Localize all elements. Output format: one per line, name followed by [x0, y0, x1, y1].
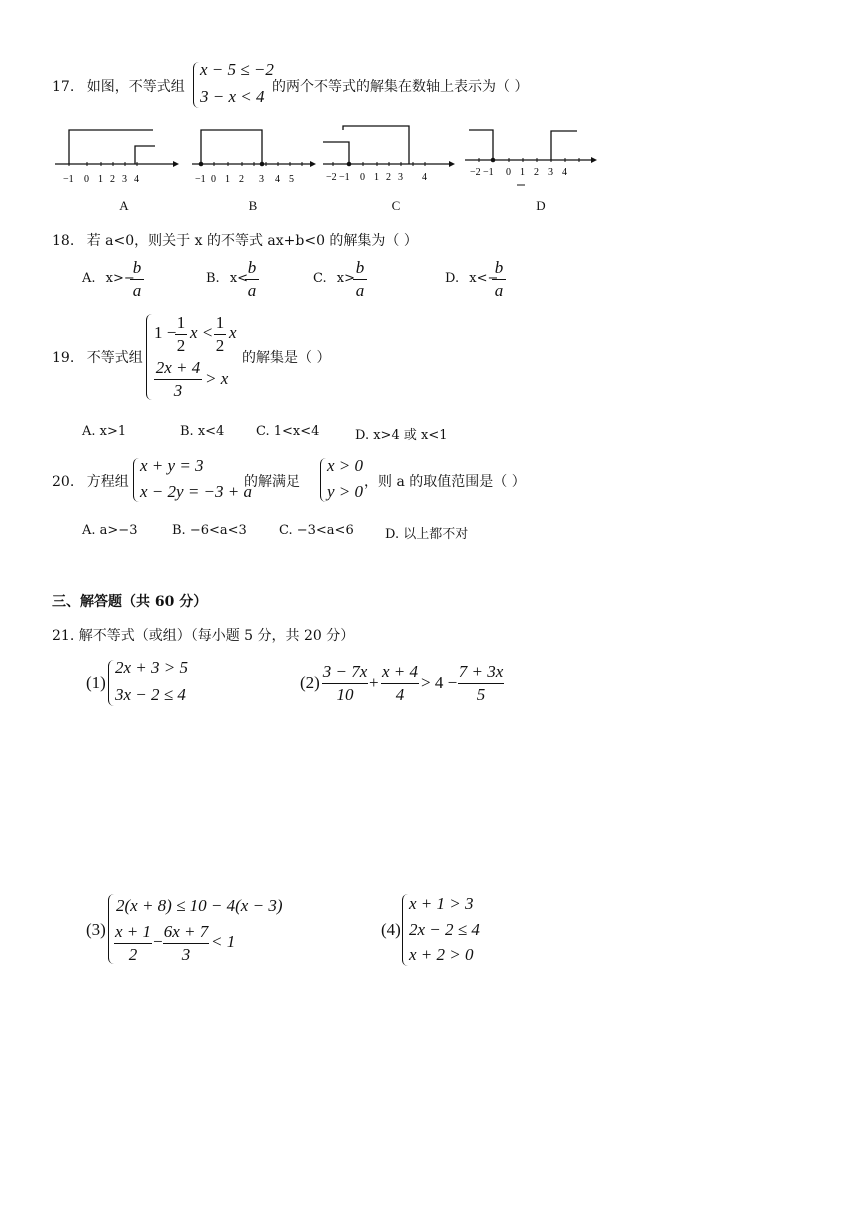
q17-brace: [193, 62, 200, 108]
tick-label: 4: [134, 174, 139, 185]
fraction-bar: [175, 334, 187, 335]
fraction-bar: [458, 683, 504, 684]
tick-label: 2: [239, 174, 244, 185]
graph-c: [323, 126, 455, 183]
option-label: B.: [206, 271, 220, 286]
solution-bracket: [201, 130, 262, 164]
option-relation: x<: [229, 271, 249, 286]
q18-option-a[interactable]: [82, 271, 135, 286]
arrowhead: [173, 161, 179, 167]
fraction-bar: [130, 279, 144, 280]
tick-label: 0: [506, 167, 511, 178]
tick-label: 1: [98, 174, 103, 185]
tick-label: 3: [398, 172, 403, 183]
q17-line1: x − 5 ≤ −2: [200, 60, 274, 79]
q19-brace: [146, 314, 154, 400]
p4-line1: x + 1 > 3: [409, 894, 474, 913]
q18-d-fraction: [492, 258, 506, 301]
arrowhead: [310, 161, 316, 167]
q19-option-b[interactable]: B. x<4: [180, 424, 225, 439]
p2-label: (2): [300, 673, 320, 692]
q20-cond1: x > 0: [327, 456, 364, 475]
q19-half-1: [175, 313, 187, 356]
p2-fraction-3: [458, 662, 504, 705]
q19-line1-b: x <: [190, 323, 214, 342]
q19-option-a[interactable]: A. x>1: [82, 424, 127, 439]
fraction-bar: [114, 943, 152, 944]
q18-option-b[interactable]: [206, 271, 248, 286]
fraction-bar: [353, 279, 367, 280]
q20-line2: x − 2y = −3 + a: [140, 482, 252, 501]
p1-line1: 2x + 3 > 5: [115, 658, 188, 677]
q18-option-d[interactable]: [445, 271, 498, 286]
q18-a-fraction: [130, 258, 144, 301]
q20-brace: [133, 458, 140, 502]
option-label: C.: [313, 271, 327, 286]
denominator: 5: [476, 685, 486, 704]
p1-brace: [108, 660, 115, 706]
caption-d: D: [536, 198, 546, 213]
q17-number-lines: [55, 122, 615, 192]
tick-label: 1: [520, 167, 525, 178]
numerator: b: [132, 258, 142, 277]
q18-text: 若 a<0，则关于 x 的不等式 ax+b<0 的解集为（ ）: [86, 233, 418, 249]
q20-option-a[interactable]: A. a>−3: [82, 523, 138, 538]
section-title: 三、解答题（共 60 分）: [52, 594, 208, 610]
q20-cond-brace: [320, 458, 327, 502]
p2-plus: +: [369, 673, 379, 692]
p1-label: (1): [86, 673, 106, 692]
p4-brace: [402, 894, 409, 966]
denominator: a: [494, 281, 504, 300]
p4-line2: 2x − 2 ≤ 4: [409, 920, 480, 939]
tick-label: 3: [259, 174, 264, 185]
caption-a: A: [119, 198, 129, 213]
numerator: x + 4: [381, 662, 419, 681]
graph-a: [55, 130, 179, 185]
solution-bracket: [135, 146, 155, 164]
q19-option-c[interactable]: C. 1<x<4: [256, 424, 320, 439]
numerator: 1: [176, 313, 186, 332]
q18-number: 18.: [52, 233, 75, 249]
numerator: 2x + 4: [155, 358, 201, 377]
p3-fraction-1: [114, 922, 152, 965]
denominator: 2: [215, 336, 225, 355]
numerator: 1: [215, 313, 225, 332]
graph-d: [465, 130, 597, 185]
q19-half-2: [214, 313, 226, 356]
numerator: x + 1: [114, 922, 152, 941]
q18-stem: [52, 230, 418, 250]
q17-post: 的两个不等式的解集在数轴上表示为（ ）: [272, 79, 529, 95]
graph-b: [192, 130, 316, 185]
tick-label: −1: [195, 174, 206, 185]
solution-bracket: [551, 131, 577, 160]
tick-label: −1: [483, 167, 494, 178]
numerator: b: [355, 258, 365, 277]
p3-lt: < 1: [211, 932, 236, 951]
fraction-bar: [163, 943, 209, 944]
q19-pre: 不等式组: [86, 350, 143, 366]
solid-endpoint: [260, 162, 265, 167]
tick-label: 4: [275, 174, 280, 185]
numerator: b: [247, 258, 257, 277]
q19-line1-a: 1 −: [154, 323, 177, 342]
option-label: D.: [445, 271, 460, 286]
denominator: 4: [395, 685, 405, 704]
solution-bracket: [469, 130, 493, 160]
numerator: 7 + 3x: [458, 662, 504, 681]
fraction-bar: [381, 683, 419, 684]
tick-label: 1: [374, 172, 379, 183]
q19-line1-c: x: [229, 323, 237, 342]
q21-stem: 21. 解不等式（或组）（每小题 5 分，共 20 分）: [52, 628, 355, 644]
q19-option-d[interactable]: D. x>4 或 x<1: [355, 428, 448, 443]
tick-label: 0: [211, 174, 216, 185]
q20-option-d[interactable]: D. 以上都不对: [385, 527, 469, 542]
option-relation: x<−: [469, 271, 499, 286]
tick-label: 0: [84, 174, 89, 185]
tick-label: 2: [534, 167, 539, 178]
tick-label: 0: [360, 172, 365, 183]
solution-bracket: [69, 130, 153, 164]
p3-fraction-2: [163, 922, 209, 965]
q17-pre: 如图，不等式组: [86, 79, 185, 95]
tick-label: −1: [339, 172, 350, 183]
q20-number: 20.: [52, 474, 75, 490]
q19-stem: [52, 347, 143, 367]
p4-line3: x + 2 > 0: [409, 945, 474, 964]
denominator: 3: [173, 381, 183, 400]
q20-line1: x + y = 3: [140, 456, 204, 475]
q19-post: 的解集是（ ）: [242, 350, 331, 366]
q18-b-fraction: [245, 258, 259, 301]
p2-gt: > 4 −: [421, 673, 458, 692]
q19-line2-b: > x: [205, 369, 229, 388]
denominator: 10: [336, 685, 354, 704]
tick-label: −2: [326, 172, 337, 183]
numerator: 6x + 7: [163, 922, 209, 941]
denominator: a: [355, 281, 365, 300]
numerator: 3 − 7x: [322, 662, 368, 681]
solid-endpoint: [347, 162, 352, 167]
p3-minus: −: [153, 932, 163, 951]
q19-number: 19.: [52, 350, 75, 366]
solid-endpoint: [491, 158, 496, 163]
q18-c-fraction: [353, 258, 367, 301]
denominator: 3: [181, 945, 191, 964]
p2-fraction-2: [381, 662, 419, 705]
denominator: 2: [176, 336, 186, 355]
p2-fraction-1: [322, 662, 368, 705]
fraction-bar: [492, 279, 506, 280]
q20-stem: [52, 471, 129, 491]
tick-label: −2: [470, 167, 481, 178]
arrowhead: [449, 161, 455, 167]
q17-stem: [52, 76, 185, 96]
q17-number: 17.: [52, 79, 75, 95]
tick-label: 4: [422, 172, 427, 183]
q17-line2: 3 − x < 4: [200, 87, 265, 106]
solid-endpoint: [199, 162, 204, 167]
option-label: A.: [82, 271, 96, 286]
fraction-bar: [214, 334, 226, 335]
caption-c: C: [391, 198, 401, 213]
option-relation: x>: [336, 271, 355, 286]
tick-label: 4: [562, 167, 567, 178]
q20-pre: 方程组: [86, 474, 129, 490]
tick-label: 1: [225, 174, 230, 185]
q20-mid: 的解满足: [244, 474, 300, 490]
tick-label: 5: [289, 174, 294, 185]
numerator: b: [494, 258, 504, 277]
tick-label: 2: [110, 174, 115, 185]
q19-line2-fraction: [154, 358, 202, 401]
fraction-bar: [154, 379, 202, 380]
tick-label: 2: [386, 172, 391, 183]
q20-post: ，则 a 的取值范围是（ ）: [364, 474, 526, 490]
p1-line2: 3x − 2 ≤ 4: [115, 685, 186, 704]
solution-bracket: [323, 142, 349, 164]
tick-label: 3: [548, 167, 553, 178]
option-relation: x>−: [105, 271, 135, 286]
caption-b: B: [248, 198, 258, 213]
p4-label: (4): [381, 920, 401, 939]
tick-label: 3: [122, 174, 127, 185]
fraction-bar: [245, 279, 259, 280]
solution-bracket: [343, 126, 409, 164]
fraction-bar: [322, 683, 368, 684]
tick-label: −1: [63, 174, 74, 185]
p3-label: (3): [86, 920, 106, 939]
denominator: a: [247, 281, 257, 300]
denominator: a: [132, 281, 142, 300]
arrowhead: [591, 157, 597, 163]
denominator: 2: [128, 945, 138, 964]
q20-cond2: y > 0: [327, 482, 364, 501]
p3-line1: 2(x + 8) ≤ 10 − 4(x − 3): [116, 896, 283, 915]
q20-option-c[interactable]: C. −3<a<6: [279, 523, 354, 538]
q20-option-b[interactable]: B. −6<a<3: [172, 523, 247, 538]
q18-option-c[interactable]: [313, 271, 355, 286]
